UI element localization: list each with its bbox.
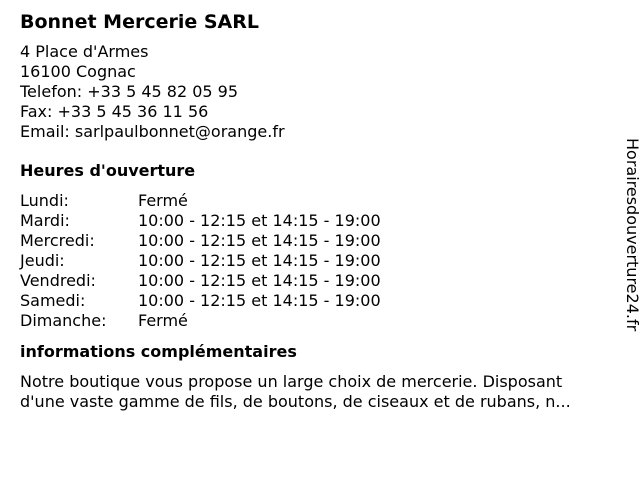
business-name: Bonnet Mercerie SARL (20, 11, 259, 33)
opening-hours-heading: Heures d'ouverture (20, 161, 196, 180)
hours-time-tuesday: 10:00 - 12:15 et 14:15 - 19:00 (138, 211, 381, 230)
fax-number: Fax: +33 5 45 36 11 56 (20, 102, 209, 121)
additional-info-line: Notre boutique vous propose un large choix de mercerie. Disposant (20, 372, 563, 391)
hours-day-wednesday: Mercredi: (20, 231, 95, 250)
additional-info-text (20, 372, 620, 412)
hours-day-friday: Vendredi: (20, 271, 96, 290)
hours-day-tuesday: Mardi: (20, 211, 70, 230)
hours-time-monday: Fermé (138, 191, 188, 210)
business-card (20, 10, 610, 412)
address-street: 4 Place d'Armes (20, 42, 149, 61)
site-watermark: Horairesdouverture24.fr (623, 138, 642, 332)
hours-time-wednesday: 10:00 - 12:15 et 14:15 - 19:00 (138, 231, 381, 250)
hours-day-sunday: Dimanche: (20, 311, 107, 330)
additional-info-heading: informations complémentaires (20, 342, 297, 361)
hours-day-thursday: Jeudi: (20, 251, 65, 270)
email-address: Email: sarlpaulbonnet@orange.fr (20, 122, 285, 141)
hours-time-thursday: 10:00 - 12:15 et 14:15 - 19:00 (138, 251, 381, 270)
additional-info-line: d'une vaste gamme de fils, de boutons, de ciseaux et de rubans, n... (20, 392, 571, 411)
phone-number: Telefon: +33 5 45 82 05 95 (20, 82, 239, 101)
address-city: 16100 Cognac (20, 62, 136, 81)
hours-day-monday: Lundi: (20, 191, 69, 210)
hours-day-saturday: Samedi: (20, 291, 86, 310)
hours-time-saturday: 10:00 - 12:15 et 14:15 - 19:00 (138, 291, 381, 310)
hours-time-sunday: Fermé (138, 311, 188, 330)
hours-time-friday: 10:00 - 12:15 et 14:15 - 19:00 (138, 271, 381, 290)
opening-hours-table (20, 191, 610, 331)
